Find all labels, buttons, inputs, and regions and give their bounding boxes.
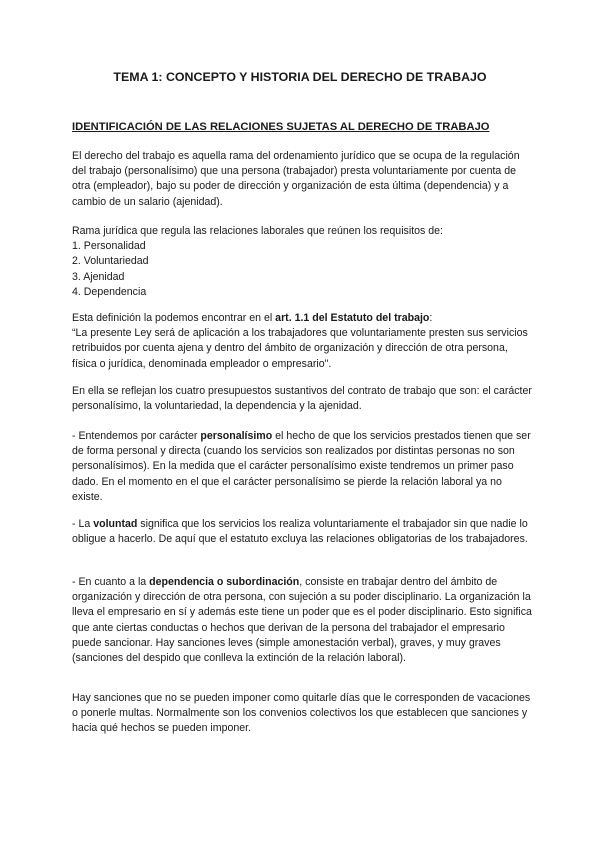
list-item: 2. Voluntariedad — [72, 255, 149, 268]
article-reference-bold: art. 1.1 del Estatuto del trabajo — [275, 312, 430, 324]
paragraph-voluntad-text — [72, 517, 532, 547]
requisitos-block — [72, 224, 532, 300]
dependencia-pre: - En cuanto a la — [72, 576, 150, 588]
paragraph-sanciones-text: Hay sanciones que no se pueden imponer como quitarle días que le corresponden de vacaciones o ponerle multas. Normalmente son los convenios colectivos los que establecen que sanciones y hacia qué hechos se pueden imponer. — [72, 692, 531, 735]
dependencia-post: , consiste en trabajar dentro del ámbito de organización y dirección de otra persona, con sujeción a su poder disciplinario. La organización la lleva el empresario en sí y además este tiene un poder que es el poder disciplinario. Esto significa que ante ciertas conductas o hechos que derivan de la persona del trabajador el empresario puede sancionar. Hay sanciones leves (simple amonestación verbal), graves, y muy graves (sanciones del despido que conlleva la extinción de la relación laboral). — [72, 576, 532, 665]
paragraph-sanciones — [72, 691, 532, 737]
section-heading: IDENTIFICACIÓN DE LAS RELACIONES SUJETAS AL DERECHO DE TRABAJO — [72, 121, 490, 133]
paragraph-voluntad — [72, 517, 532, 547]
paragraph-dependencia — [72, 575, 532, 666]
paragraph-definition — [72, 149, 532, 210]
paragraph-personalisimo-text — [72, 429, 532, 505]
paragraph-article — [72, 311, 532, 372]
list-item: 4. Dependencia — [72, 285, 147, 298]
article-quote: “La presente Ley será de aplicación a los trabajadores que voluntariamente presten sus servicios retribuidos por cuenta ajena y dentro del ámbito de organización y dirección de otra persona, física o jurídica, denominada empleador o empresario". — [72, 327, 528, 370]
personalisimo-pre: - Entendemos por carácter — [72, 430, 201, 442]
paragraph-personalisimo — [72, 429, 532, 505]
paragraph-presupuestos — [72, 384, 532, 414]
voluntad-pre: - La — [72, 518, 94, 530]
personalisimo-post: el hecho de que los servicios prestados tienen que ser de forma personal y directa (cuando los servicios son realizados por distintas personas no son personalísimos). En la medida que el carácter personalísimo existe tendremos un primer paso dado. En el momento en el que el carácter personalísimo se pierde la relación laboral ya no existe. — [72, 430, 531, 503]
list-item: 3. Ajenidad — [72, 270, 125, 283]
voluntad-bold: voluntad — [93, 518, 138, 530]
personalisimo-bold: personalísimo — [200, 430, 273, 442]
requisitos-list — [72, 239, 532, 300]
paragraph-presupuestos-text: En ella se reflejan los cuatro presupuestos sustantivos del contrato de trabajo que son: el carácter personalísimo, la voluntariedad, la dependencia y la ajenidad. — [72, 385, 532, 413]
requisitos-intro: Rama jurídica que regula las relaciones laborales que reúnen los requisitos de: — [72, 225, 443, 237]
article-reference-post: : — [429, 312, 433, 324]
dependencia-bold: dependencia o subordinación — [149, 576, 300, 588]
paragraph-dependencia-text — [72, 575, 532, 666]
list-item: 1. Personalidad — [72, 240, 146, 253]
article-reference-pre: Esta definición la podemos encontrar en el — [72, 312, 276, 324]
article-reference — [72, 311, 532, 326]
paragraph-definition-text: El derecho del trabajo es aquella rama del ordenamiento jurídico que se ocupa de la regulación del trabajo (personalísimo) que una persona (trabajador) presta voluntariamente por cuenta de otra (empleador), bajo su poder de dirección y organización de esta última (dependencia) y a cambio de un salario (ajenidad). — [72, 150, 520, 208]
document-title: TEMA 1: CONCEPTO Y HISTORIA DEL DERECHO DE TRABAJO — [113, 70, 487, 84]
voluntad-post: significa que los servicios los realiza voluntariamente el trabajador sin que nadie lo obligue a hacerlo. De aquí que el estatuto excluya las relaciones obligatorias de los trabajadores. — [72, 518, 528, 546]
